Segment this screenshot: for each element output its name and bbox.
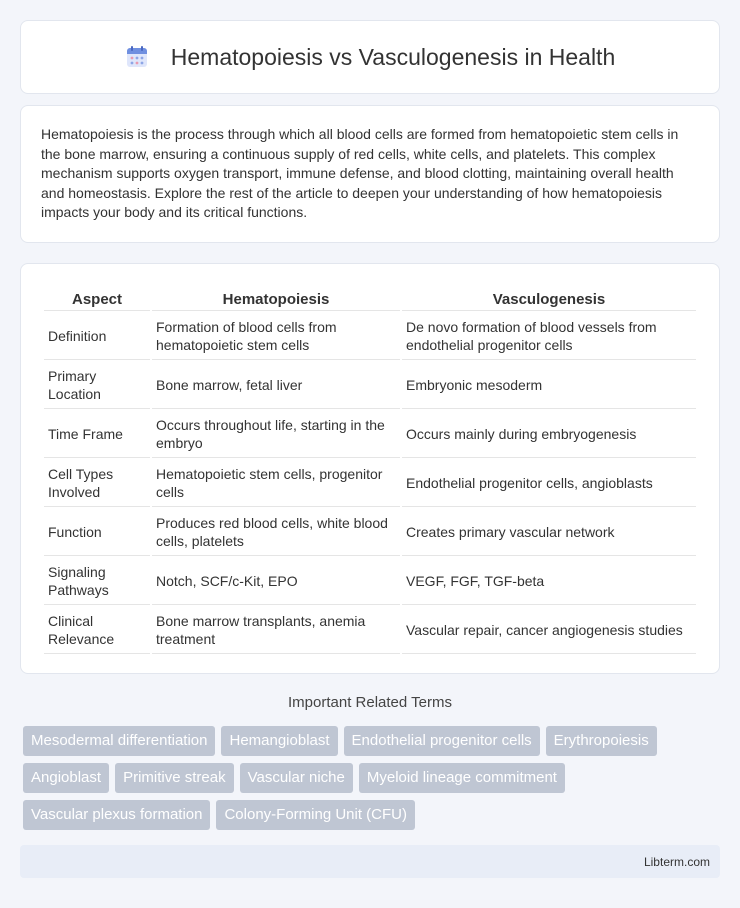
tag-endothelial-progenitor-cells[interactable]: Endothelial progenitor cells (344, 726, 540, 756)
cell-hematopoiesis: Formation of blood cells from hematopoietic stem cells (152, 313, 400, 360)
cell-hematopoiesis: Hematopoietic stem cells, progenitor cells (152, 460, 400, 507)
table-row (44, 509, 696, 556)
tag-colony-forming-unit[interactable]: Colony-Forming Unit (CFU) (216, 800, 415, 830)
tag-angioblast[interactable]: Angioblast (23, 763, 109, 793)
related-terms-list (23, 726, 723, 830)
comparison-table-card (20, 263, 720, 674)
page-title: Hematopoiesis vs Vasculogenesis in Health (170, 43, 616, 70)
header-hematopoiesis: Hematopoiesis (152, 286, 400, 311)
table-row (44, 411, 696, 458)
cell-hematopoiesis: Bone marrow, fetal liver (152, 362, 400, 409)
cell-hematopoiesis: Occurs throughout life, starting in the embryo (152, 411, 400, 458)
cell-hematopoiesis: Bone marrow transplants, anemia treatment (152, 607, 400, 654)
tag-hemangioblast[interactable]: Hemangioblast (221, 726, 337, 756)
title-card (20, 20, 720, 94)
cell-aspect: Function (44, 509, 150, 556)
cell-hematopoiesis: Notch, SCF/c-Kit, EPO (152, 558, 400, 605)
intro-card (20, 105, 720, 243)
cell-hematopoiesis: Produces red blood cells, white blood cells, platelets (152, 509, 400, 556)
cell-vasculogenesis: Embryonic mesoderm (402, 362, 696, 409)
cell-aspect: Time Frame (44, 411, 150, 458)
cell-aspect: Primary Location (44, 362, 150, 409)
intro-text: Hematopoiesis is the process through which all blood cells are formed from hematopoietic stem cells in the bone marrow, ensuring a continuous supply of red cells, white cells, and platelets. This complex mechanism supports oxygen transport, immune defense, and blood clotting, maintaining overall health and homeostasis. Explore the rest of the article to deepen your understanding of how hematopoiesis impacts your body and its critical functions. (41, 126, 679, 220)
table-row (44, 313, 696, 360)
footer-link[interactable]: Libterm.com (643, 854, 710, 869)
cell-vasculogenesis: VEGF, FGF, TGF-beta (402, 558, 696, 605)
cell-vasculogenesis: De novo formation of blood vessels from endothelial progenitor cells (402, 313, 696, 360)
tag-myeloid-lineage-commitment[interactable]: Myeloid lineage commitment (359, 763, 565, 793)
cell-aspect: Cell Types Involved (44, 460, 150, 507)
tag-primitive-streak[interactable]: Primitive streak (115, 763, 234, 793)
related-terms-title: Important Related Terms (288, 694, 452, 711)
table-header-row (44, 286, 696, 311)
table-row (44, 362, 696, 409)
table-row (44, 607, 696, 654)
cell-vasculogenesis: Occurs mainly during embryogenesis (402, 411, 696, 458)
cell-aspect: Clinical Relevance (44, 607, 150, 654)
tag-vascular-plexus-formation[interactable]: Vascular plexus formation (23, 800, 210, 830)
footer (20, 845, 720, 878)
cell-vasculogenesis: Creates primary vascular network (402, 509, 696, 556)
tag-erythropoiesis[interactable]: Erythropoiesis (546, 726, 657, 756)
tag-mesodermal-differentiation[interactable]: Mesodermal differentiation (23, 726, 215, 756)
tag-vascular-niche[interactable]: Vascular niche (240, 763, 353, 793)
cell-vasculogenesis: Vascular repair, cancer angiogenesis studies (402, 607, 696, 654)
calendar-icon (125, 45, 149, 69)
cell-aspect: Signaling Pathways (44, 558, 150, 605)
header-aspect: Aspect (44, 286, 150, 311)
table-row (44, 460, 696, 507)
header-vasculogenesis: Vasculogenesis (402, 286, 696, 311)
comparison-table (42, 284, 698, 656)
cell-vasculogenesis: Endothelial progenitor cells, angioblasts (402, 460, 696, 507)
cell-aspect: Definition (44, 313, 150, 360)
table-row (44, 558, 696, 605)
